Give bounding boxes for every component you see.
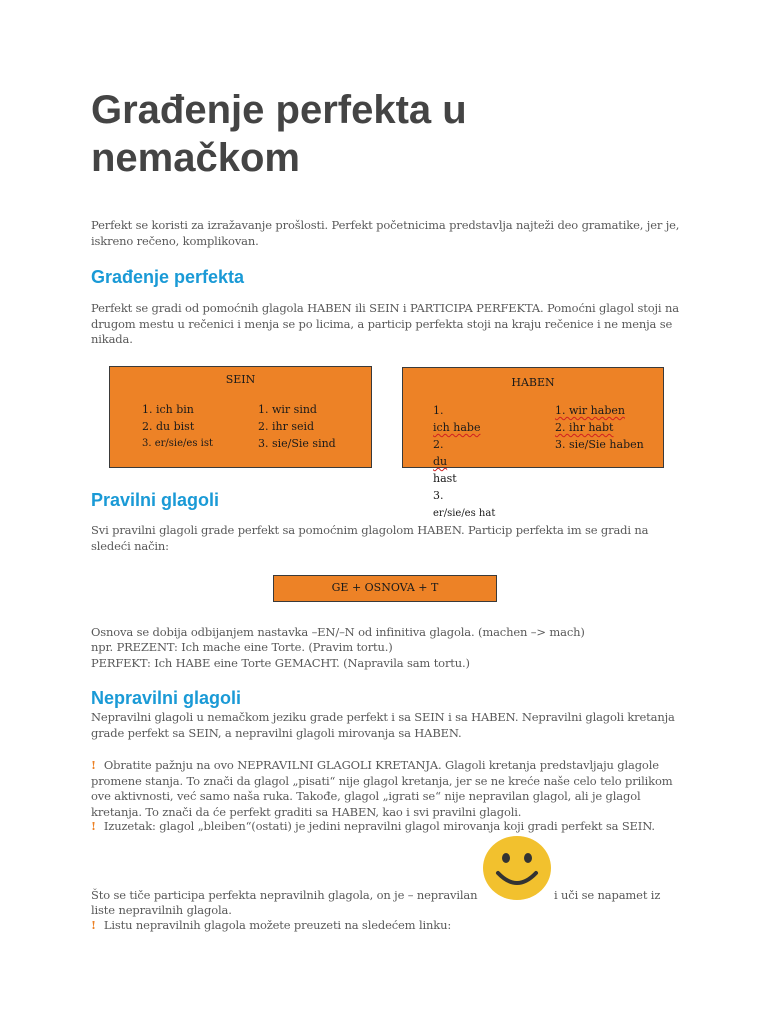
- pravilni-paragraph: Svi pravilni glagoli grade perfekt sa pomoćnim glagolom HABEN. Particip perfekta im se gradi na sledeći način:: [91, 523, 649, 553]
- nepravilni-paragraph: Nepravilni glagoli u nemačkom jeziku grade perfekt i sa SEIN i sa HABEN. Nepravilni glagoli kretanja grade perfekt sa SEIN, a nepravilni glagoli mirovanja sa HABEN.: [91, 710, 675, 740]
- haben-box-title: HABEN: [511, 376, 555, 389]
- note-link: ! Listu nepravilnih glagola možete preuzeti na sledećem linku:: [91, 918, 452, 932]
- sein-singular-1: 1. ich bin: [142, 403, 194, 416]
- osnova-line: Osnova se dobija odbijanjem nastavka –EN/–N od infinitiva glagola. (machen –> mach): [91, 625, 585, 639]
- participle-text-c: liste nepravilnih glagola.: [91, 903, 232, 917]
- participle-text-b: i uči se napamet iz: [554, 888, 661, 902]
- participle-formula-box: GE + OSNOVA + T: [273, 575, 497, 602]
- page-title: Građenje perfekta u nemačkom: [91, 88, 467, 180]
- haben-singular-3: 3. er/sie/es hat: [433, 489, 496, 519]
- sein-conjugation-box: [109, 366, 372, 468]
- haben-singular-list: [433, 402, 495, 522]
- sein-box-title: SEIN: [225, 373, 256, 386]
- note-kretanja: ! Obratite pažnju na ovo NEPRAVILNI GLAGOLI KRETANJA. Glagoli kretanja predstavljaju glagole promene stanja. To znači da glagol „pisati“ nije glagol kretanja, jer se ne kreće naše celo telo prilikom ove aktivnosti, već samo naša ruka. Takođe, glagol „igrati se“ nije nepravilan glagol, ali je glagol kretanja. To znači da će perfekt graditi sa HABEN, kao i svi pravilni glagoli.: [91, 758, 673, 819]
- heading-pravilni-glagoli: Pravilni glagoli: [91, 490, 220, 510]
- prezent-example: npr. PREZENT: Ich mache eine Torte. (Pravim tortu.): [91, 640, 393, 654]
- haben-singular-1: 1. ich habe: [433, 404, 481, 434]
- haben-plural-3: 3. sie/Sie haben: [555, 438, 644, 451]
- haben-singular-2: 2. du hast: [433, 438, 457, 485]
- heading-gradjenje-perfekta: Građenje perfekta: [91, 267, 245, 287]
- sein-singular-3: 3. er/sie/es ist: [142, 438, 213, 449]
- haben-plural-1: 1. wir haben: [555, 404, 625, 417]
- sein-plural-1: 1. wir sind: [258, 403, 317, 416]
- gradjenje-paragraph: Perfekt se gradi od pomoćnih glagola HABEN ili SEIN i PARTICIPA PERFEKTA. Pomoćni glagol stoji na drugom mestu u rečenici i menja se po licima, a particip perfekta stoji na kraju rečenice i ne menja se nikada.: [91, 301, 679, 346]
- warning-mark-icon: !: [91, 758, 96, 772]
- intro-paragraph: Perfekt se koristi za izražavanje prošlosti. Perfekt početnicima predstavlja najteži deo gramatike, jer je, iskreno rečeno, komplikovan.: [91, 218, 680, 248]
- haben-plural-2: 2. ihr habt: [555, 421, 614, 434]
- participle-text-a: Što se tiče participa perfekta nepravilnih glagola, on je – nepravilan: [91, 888, 478, 902]
- sein-plural-2: 2. ihr seid: [258, 420, 315, 433]
- smiley-face-icon: [482, 835, 552, 901]
- heading-nepravilni-glagoli: Nepravilni glagoli: [91, 688, 242, 708]
- sein-singular-list: [142, 401, 213, 452]
- sein-singular-2: 2. du bist: [142, 420, 195, 433]
- sein-plural-3: 3. sie/Sie sind: [258, 437, 336, 450]
- warning-mark-icon: !: [91, 918, 96, 932]
- haben-plural-list: [555, 402, 644, 453]
- warning-mark-icon: !: [91, 819, 96, 833]
- perfekt-example: PERFEKT: Ich HABE eine Torte GEMACHT. (Napravila sam tortu.): [91, 656, 470, 670]
- note-bleiben: ! Izuzetak: glagol „bleiben“(ostati) je jedini nepravilni glagol mirovanja koji gradi perfekt sa SEIN.: [91, 819, 655, 833]
- sein-plural-list: [258, 401, 336, 452]
- haben-conjugation-box: [402, 367, 664, 519]
